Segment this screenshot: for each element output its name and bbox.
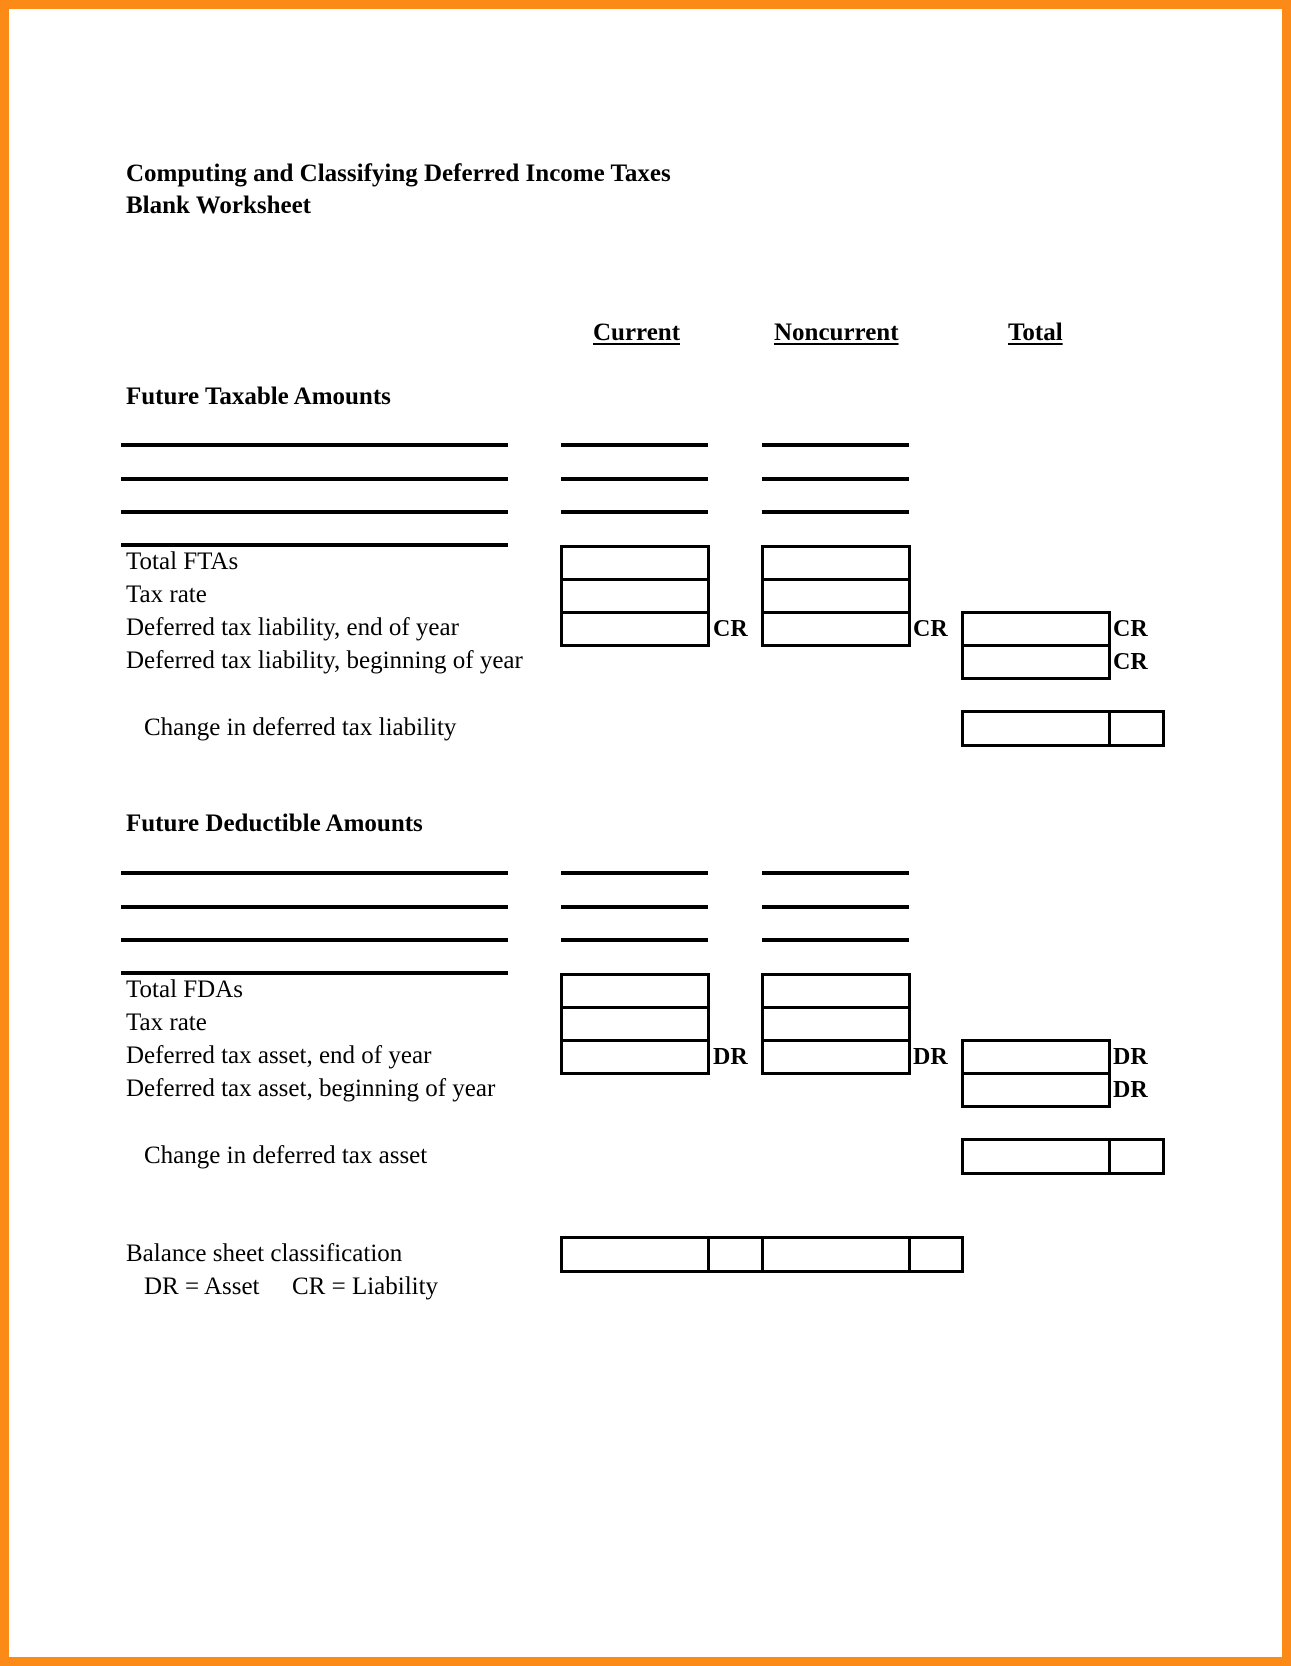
fta-end-label: Deferred tax liability, end of year [126,614,459,641]
fda-heading: Future Deductible Amounts [126,810,423,837]
fta-entry-line[interactable] [121,443,508,447]
fta-noncurrent-entry-line[interactable] [762,510,909,514]
fda-entry-line[interactable] [121,938,508,942]
fta-noncurrent-entry-line[interactable] [762,443,909,447]
fda-total-end-box[interactable] [961,1039,1111,1075]
fta-rate-label: Tax rate [126,581,207,608]
fta-current-entry-line[interactable] [561,477,708,481]
fta-current-cr-label: CR [713,616,748,642]
classification-noncurrent-amount-box[interactable] [761,1236,911,1273]
fta-current-end-box[interactable] [560,611,710,647]
column-header-noncurrent: Noncurrent [774,319,899,346]
fta-noncurrent-end-box[interactable] [761,611,911,647]
fda-change-amount-box[interactable] [961,1138,1111,1175]
classification-legend-cr: CR = Liability [292,1273,439,1300]
fda-current-rate-box[interactable] [560,1006,710,1042]
fda-noncurrent-dr-label: DR [913,1044,948,1070]
fta-noncurrent-total-box[interactable] [761,545,911,581]
classification-noncurrent-side-box[interactable] [908,1236,964,1273]
fta-change-amount-box[interactable] [961,710,1111,747]
fda-begin-label: Deferred tax asset, beginning of year [126,1075,496,1102]
fta-heading: Future Taxable Amounts [126,383,391,410]
column-header-current: Current [593,319,681,346]
fda-rate-label: Tax rate [126,1009,207,1036]
fda-total-end-dr-label: DR [1113,1044,1148,1070]
fda-total-label: Total FDAs [126,976,244,1003]
fda-noncurrent-entry-line[interactable] [762,938,909,942]
fda-noncurrent-total-box[interactable] [761,973,911,1009]
fda-entry-line[interactable] [121,871,508,875]
fda-change-label: Change in deferred tax asset [144,1142,428,1169]
fta-total-end-box[interactable] [961,611,1111,647]
column-header-total: Total [1008,319,1063,346]
fta-noncurrent-rate-box[interactable] [761,578,911,614]
fta-current-rate-box[interactable] [560,578,710,614]
worksheet-subtitle: Blank Worksheet [126,192,311,219]
fda-current-total-box[interactable] [560,973,710,1009]
fda-total-begin-dr-label: DR [1113,1077,1148,1103]
worksheet-title: Computing and Classifying Deferred Income Taxes [126,160,671,187]
classification-legend-dr: DR = Asset [144,1273,260,1300]
fta-total-begin-cr-label: CR [1113,649,1148,675]
fta-noncurrent-entry-line[interactable] [762,477,909,481]
classification-current-amount-box[interactable] [560,1236,710,1273]
fta-total-end-cr-label: CR [1113,616,1148,642]
fta-current-entry-line[interactable] [561,510,708,514]
fda-total-begin-box[interactable] [961,1072,1111,1108]
fda-current-entry-line[interactable] [561,905,708,909]
fta-total-begin-box[interactable] [961,644,1111,680]
fta-entry-line[interactable] [121,477,508,481]
fta-change-label: Change in deferred tax liability [144,714,457,741]
fda-noncurrent-end-box[interactable] [761,1039,911,1075]
fta-noncurrent-cr-label: CR [913,616,948,642]
fta-total-label: Total FTAs [126,548,239,575]
fta-change-side-box[interactable] [1108,710,1165,747]
fda-change-side-box[interactable] [1108,1138,1165,1175]
fda-current-end-box[interactable] [560,1039,710,1075]
fda-current-dr-label: DR [713,1044,748,1070]
classification-current-side-box[interactable] [707,1236,764,1273]
fda-noncurrent-entry-line[interactable] [762,905,909,909]
fta-begin-label: Deferred tax liability, beginning of year [126,647,523,674]
fda-noncurrent-entry-line[interactable] [762,871,909,875]
fda-end-label: Deferred tax asset, end of year [126,1042,432,1069]
fda-current-entry-line[interactable] [561,871,708,875]
classification-label: Balance sheet classification [126,1240,403,1267]
fda-noncurrent-rate-box[interactable] [761,1006,911,1042]
fta-entry-line[interactable] [121,510,508,514]
fta-current-entry-line[interactable] [561,443,708,447]
fda-current-entry-line[interactable] [561,938,708,942]
fta-current-total-box[interactable] [560,545,710,581]
fda-entry-line[interactable] [121,905,508,909]
